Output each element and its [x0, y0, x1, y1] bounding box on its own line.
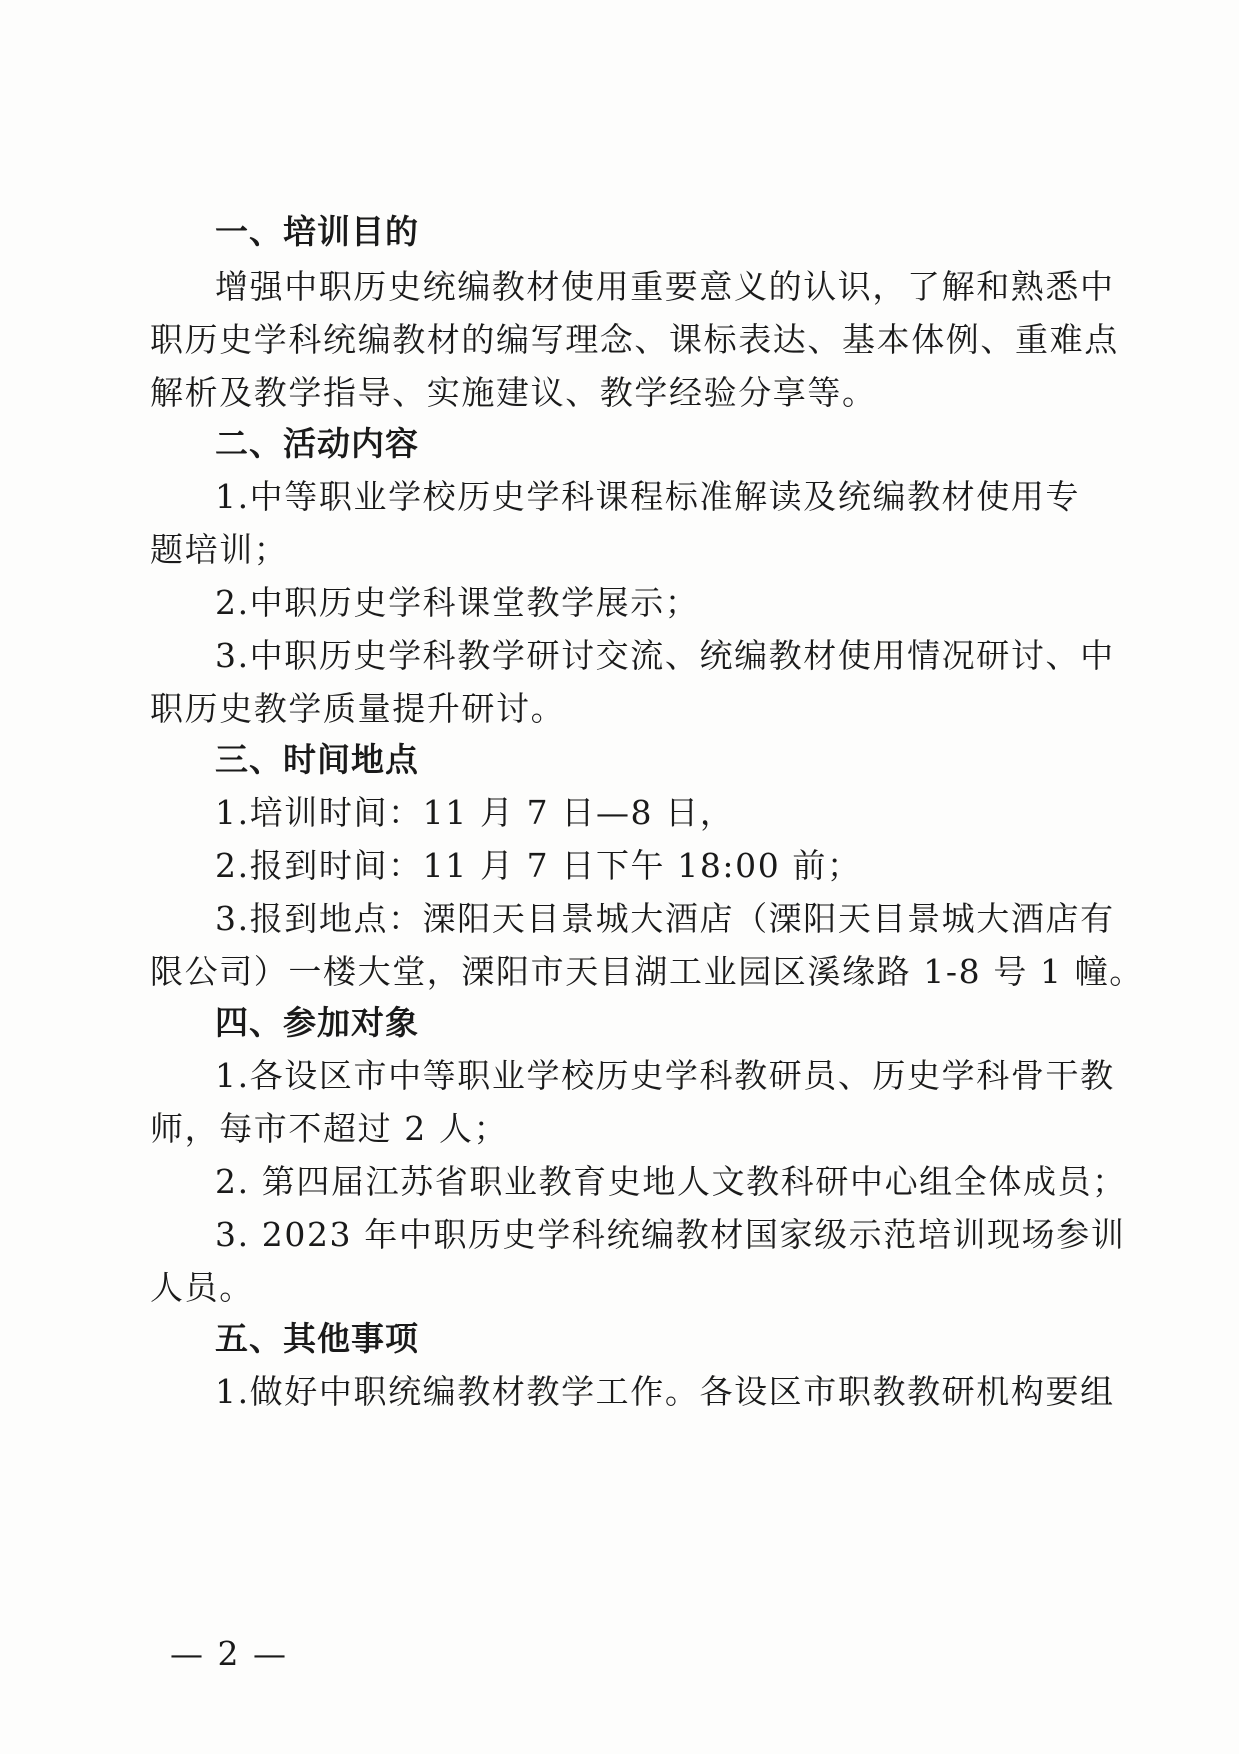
paragraph-line: 解析及教学指导、实施建议、教学经验分享等。 [150, 373, 877, 412]
paragraph-line: 2.中职历史学科课堂教学展示； [215, 583, 700, 622]
section-heading-4: 四、参加对象 [215, 1003, 419, 1042]
paragraph-line: 题培训； [150, 530, 289, 569]
paragraph-line: 2. 第四届江苏省职业教育史地人文教科研中心组全体成员； [215, 1162, 1127, 1201]
section-heading-1: 一、培训目的 [215, 212, 419, 251]
paragraph-line: 2.报到时间：11 月 7 日下午 18:00 前； [215, 846, 862, 885]
paragraph-line: 职历史学科统编教材的编写理念、课标表达、基本体例、重难点 [150, 320, 1119, 359]
paragraph-line: 1.做好中职统编教材教学工作。各设区市职教教研机构要组 [215, 1372, 1115, 1411]
paragraph-line: 3.中职历史学科教学研讨交流、统编教材使用情况研讨、中 [215, 636, 1115, 675]
paragraph-line: 限公司）一楼大堂，溧阳市天目湖工业园区溪缘路 1-8 号 1 幢。 [150, 952, 1144, 991]
section-heading-2: 二、活动内容 [215, 424, 419, 463]
paragraph-line: 人员。 [150, 1268, 254, 1307]
paragraph-line: 1.各设区市中等职业学校历史学科教研员、历史学科骨干教 [215, 1056, 1115, 1095]
paragraph-line: 3.报到地点：溧阳天目景城大酒店（溧阳天目景城大酒店有 [215, 899, 1115, 938]
section-heading-5: 五、其他事项 [215, 1319, 419, 1358]
paragraph-line: 3. 2023 年中职历史学科统编教材国家级示范培训现场参训 [215, 1215, 1126, 1254]
paragraph-line: 增强中职历史统编教材使用重要意义的认识，了解和熟悉中 [215, 267, 1115, 306]
paragraph-line: 1.培训时间：11 月 7 日—8 日， [215, 793, 735, 832]
paragraph-line: 1.中等职业学校历史学科课程标准解读及统编教材使用专 [215, 477, 1081, 516]
section-heading-3: 三、时间地点 [215, 740, 419, 779]
page-number: — 2 — [170, 1634, 288, 1673]
paragraph-line: 职历史教学质量提升研讨。 [150, 689, 566, 728]
paragraph-line: 师，每市不超过 2 人； [150, 1109, 509, 1148]
